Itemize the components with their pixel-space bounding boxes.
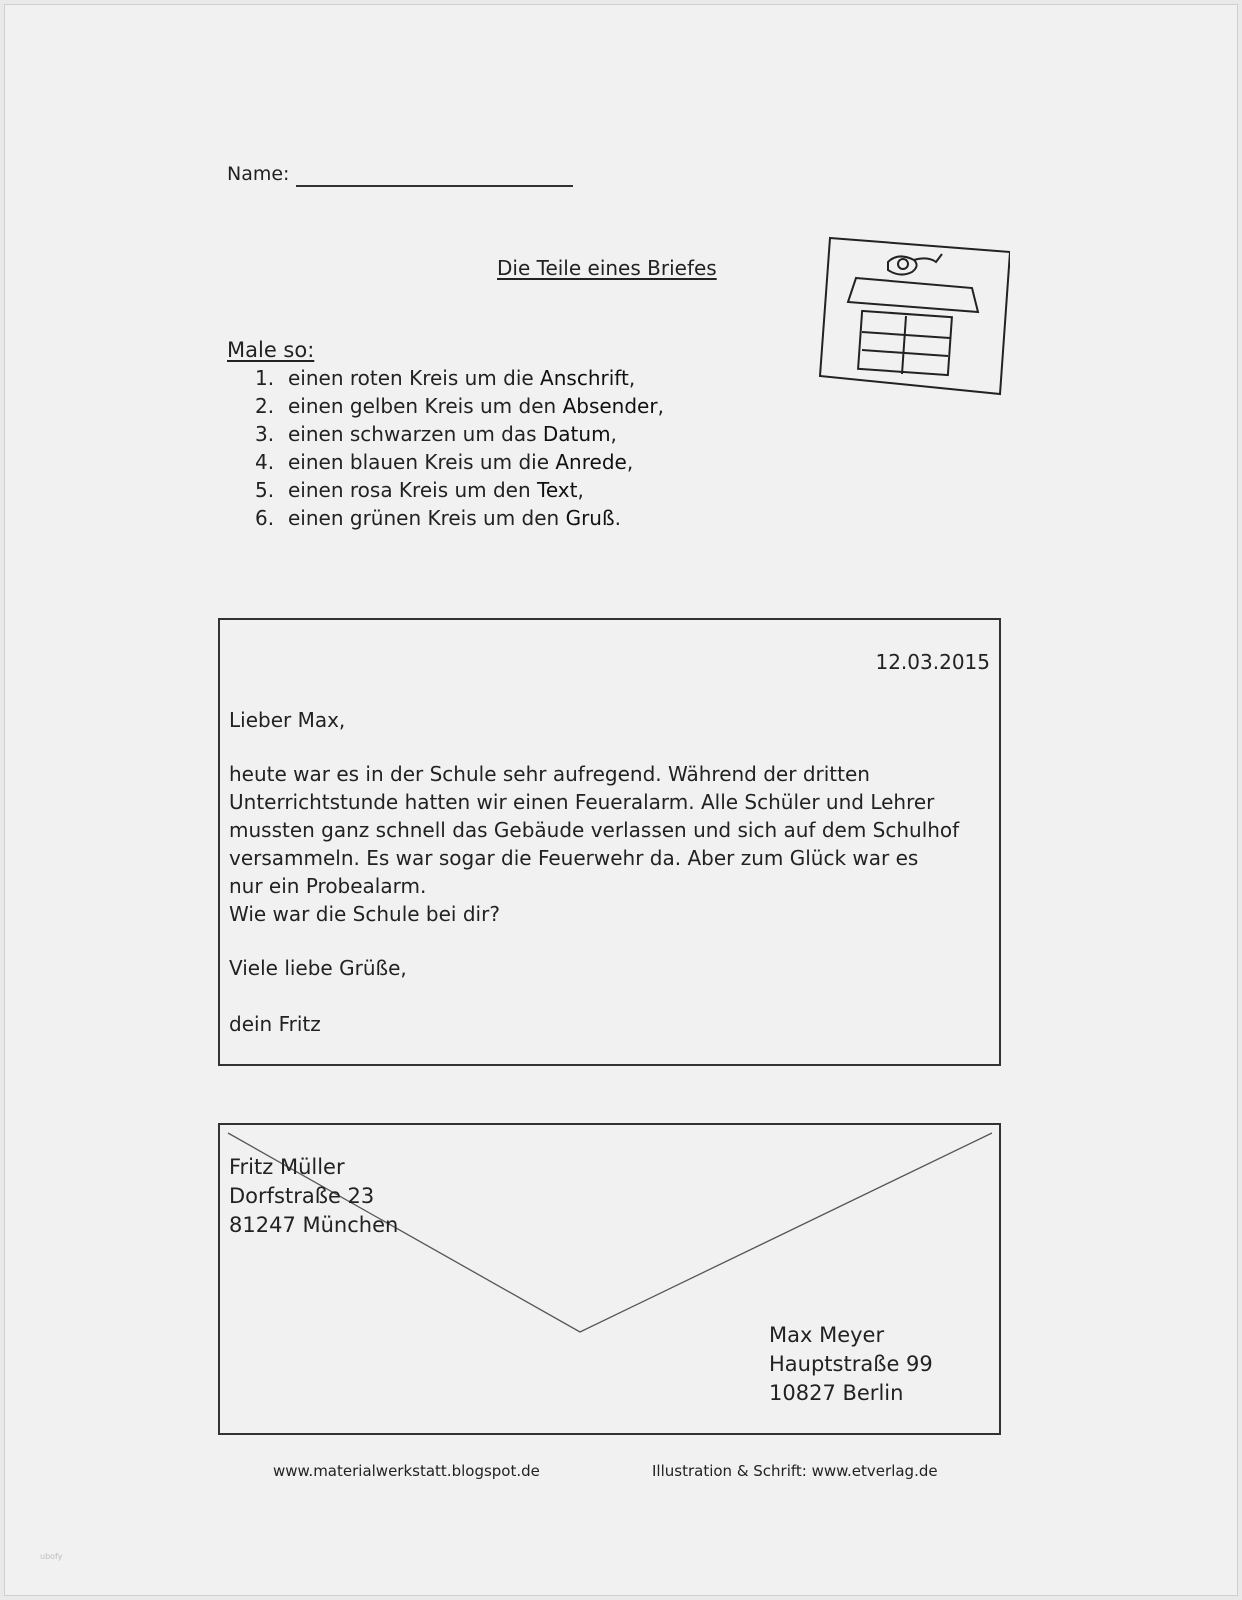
recipient-street: Hauptstraße 99: [769, 1352, 933, 1376]
letter-greeting: Lieber Max,: [229, 708, 346, 732]
sender-street: Dorfstraße 23: [229, 1184, 375, 1208]
instruction-item: 6. einen grünen Kreis um den Gruß.: [255, 506, 621, 530]
worksheet-title: Die Teile eines Briefes: [497, 256, 717, 280]
letter-body: [229, 760, 959, 928]
recipient-city: 10827 Berlin: [769, 1381, 904, 1405]
instruction-item: 1. einen roten Kreis um die Anschrift,: [255, 366, 636, 390]
instruction-item: 3. einen schwarzen um das Datum,: [255, 422, 617, 446]
name-write-line: [296, 185, 573, 187]
letter-date: 12.03.2015: [875, 650, 990, 674]
sender-city: 81247 München: [229, 1213, 399, 1237]
footer-credit: Illustration & Schrift: www.etverlag.de: [652, 1462, 938, 1480]
letter-box: [218, 618, 1001, 1066]
envelope-box: [218, 1123, 1001, 1435]
instruction-item: 4. einen blauen Kreis um die Anrede,: [255, 450, 634, 474]
letter-body-line: heute war es in der Schule sehr aufregend. Während der dritten: [229, 762, 870, 786]
watermark: ubofy: [40, 1552, 63, 1561]
mailbox-stamp-icon: [818, 236, 1010, 396]
sender-name: Fritz Müller: [229, 1155, 345, 1179]
letter-body-line: Unterrichtstunde hatten wir einen Feueralarm. Alle Schüler und Lehrer: [229, 790, 935, 814]
instructions-list: [255, 364, 664, 532]
instruction-item: 2. einen gelben Kreis um den Absender,: [255, 394, 664, 418]
letter-signature: dein Fritz: [229, 1012, 321, 1036]
letter-body-line: nur ein Probealarm.: [229, 874, 427, 898]
instructions-heading: Male so:: [227, 338, 315, 362]
letter-closing: Viele liebe Grüße,: [229, 956, 407, 980]
instruction-item: 5. einen rosa Kreis um den Text,: [255, 478, 584, 502]
envelope-sender: [229, 1153, 398, 1240]
footer-source-link: www.materialwerkstatt.blogspot.de: [273, 1462, 540, 1480]
recipient-name: Max Meyer: [769, 1323, 885, 1347]
letter-body-line: Wie war die Schule bei dir?: [229, 902, 500, 926]
envelope-recipient: [769, 1321, 933, 1408]
name-label: Name:: [227, 163, 290, 185]
letter-body-line: versammeln. Es war sogar die Feuerwehr da. Aber zum Glück war es: [229, 846, 919, 870]
letter-body-line: mussten ganz schnell das Gebäude verlassen und sich auf dem Schulhof: [229, 818, 960, 842]
